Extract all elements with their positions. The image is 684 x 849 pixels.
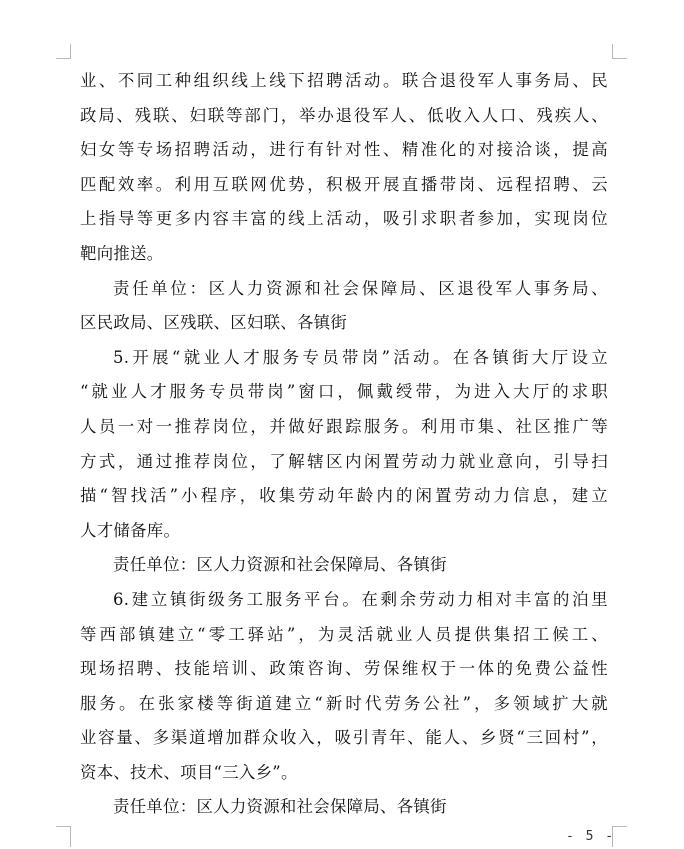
crop-mark-top-right bbox=[612, 44, 627, 59]
body-line: 描“智找活”小程序，收集劳动年龄内的闲置劳动力信息，建立 bbox=[80, 486, 608, 506]
body-line: “就业人才服务专员带岗”窗口，佩戴绶带，为进入大厅的求职 bbox=[80, 382, 608, 402]
crop-mark-bottom-left bbox=[56, 826, 71, 847]
responsible-unit-line: 责任单位：区人力资源和社会保障局、区退役军人事务局、 bbox=[113, 278, 608, 298]
body-line: 服务。在张家楼等街道建立“新时代劳务公社”，多领域扩大就 bbox=[80, 693, 608, 713]
responsible-unit-line: 责任单位：区人力资源和社会保障局、各镇街 bbox=[113, 555, 447, 575]
body-line: 靶向推送。 bbox=[80, 243, 164, 263]
body-line: 业容量、多渠道增加群众收入，吸引青年、能人、乡贤“三回村”， bbox=[80, 728, 608, 748]
body-line: 妇女等专场招聘活动，进行有针对性、精准化的对接洽谈，提高 bbox=[80, 140, 608, 160]
body-line: 上指导等更多内容丰富的线上活动，吸引求职者参加，实现岗位 bbox=[80, 209, 608, 229]
body-line: 人员一对一推荐岗位，并做好跟踪服务。利用市集、社区推广等 bbox=[80, 416, 608, 436]
body-line: 等西部镇建立“零工驿站”，为灵活就业人员提供集招工候工、 bbox=[80, 624, 608, 644]
section-heading-line: 6.建立镇街级务工服务平台。在剩余劳动力相对丰富的泊里 bbox=[113, 589, 608, 609]
body-line: 人才储备库。 bbox=[80, 520, 181, 540]
body-line: 现场招聘、技能培训、政策咨询、劳保维权于一体的免费公益性 bbox=[80, 659, 608, 679]
page-number: - 5 - bbox=[566, 829, 616, 844]
responsible-unit-line: 区民政局、区残联、区妇联、各镇街 bbox=[80, 313, 348, 333]
crop-mark-top-left bbox=[56, 44, 71, 59]
section-heading-line: 5.开展“就业人才服务专员带岗”活动。在各镇街大厅设立 bbox=[113, 347, 608, 367]
body-line: 资本、技术、项目“三入乡”。 bbox=[80, 762, 298, 782]
document-body bbox=[80, 64, 608, 825]
responsible-unit-line: 责任单位：区人力资源和社会保障局、各镇街 bbox=[113, 797, 447, 817]
body-line: 政局、残联、妇联等部门，举办退役军人、低收入人口、残疾人、 bbox=[80, 105, 608, 125]
body-line: 业、不同工种组织线上线下招聘活动。联合退役军人事务局、民 bbox=[80, 71, 608, 90]
body-line: 方式，通过推荐岗位，了解辖区内闲置劳动力就业意向，引导扫 bbox=[80, 451, 608, 471]
body-line: 匹配效率。利用互联网优势，积极开展直播带岗、远程招聘、云 bbox=[80, 174, 608, 194]
